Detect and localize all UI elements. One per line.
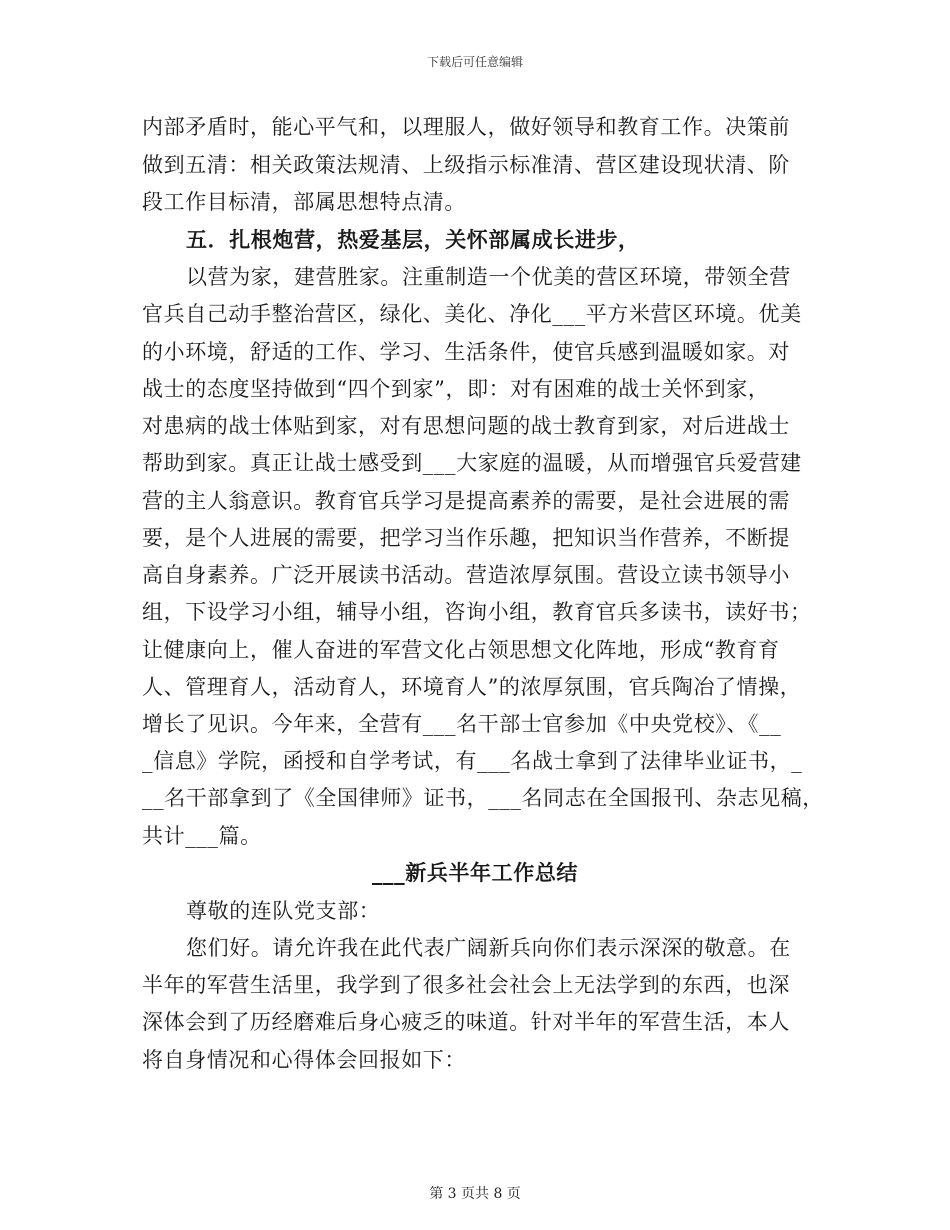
page-footer: 第 3 页共 8 页 xyxy=(429,1186,521,1202)
text-line: 共计___篇。 xyxy=(142,824,262,848)
text-line: 半年的军营生活里，我学到了很多社会社会上无法学到的东西，也深 xyxy=(142,973,790,997)
text-line: 您们好。请允许我在此代表广阔新兵向你们表示深深的敬意。在 xyxy=(186,936,791,960)
text-line: 要，是个人进展的需要，把学习当作乐趣，把知识当作营养，不断提 xyxy=(142,526,790,550)
text-line: 高自身素养。广泛开展读书活动。营造浓厚氛围。营设立读书领导小 xyxy=(142,563,790,587)
text-line: 对患病的战士体贴到家，对有思想问题的战士教育到家，对后进战士 xyxy=(142,414,790,438)
text-line: 做到五清：相关政策法规清、上级指示标准清、营区建设现状清、阶 xyxy=(142,153,790,177)
page-header: 下载后可任意编辑 xyxy=(426,55,523,69)
text-line: 将自身情况和心得体会回报如下： xyxy=(142,1048,466,1072)
text-line: 战士的态度坚持做到“四个到家”，即：对有困难的战士关怀到家， xyxy=(142,377,770,401)
document-title: ___新兵半年工作总结 xyxy=(371,860,579,885)
text-line: 官兵自己动手整治营区，绿化、美化、净化___平方米营区环境。优美 xyxy=(142,302,802,326)
text-line: __名干部拿到了《全国律师》证书，___名同志在全国报刊、杂志见稿， xyxy=(142,786,824,810)
salutation: 尊敬的连队党支部： xyxy=(186,899,381,923)
text-line: 增长了见识。今年来，全营有___名干部士官参加《中央党校》、《__ xyxy=(142,712,782,736)
text-line: 人、管理育人，活动育人，环境育人”的浓厚氛围，官兵陶冶了情操， xyxy=(142,675,802,699)
text-line: 营的主人翁意识。教育官兵学习是提高素养的需要，是社会进展的需 xyxy=(142,489,790,513)
section-heading: 五．扎根炮营，热爱基层，关怀部属成长进步， xyxy=(186,227,640,252)
text-line: 深体会到了历经磨难后身心疲乏的味道。针对半年的军营生活，本人 xyxy=(142,1010,790,1034)
text-line: 段工作目标清，部属思想特点清。 xyxy=(142,190,466,214)
text-line: _信息》学院，函授和自学考试，有___名战士拿到了法律毕业证书，_ xyxy=(142,749,803,773)
text-line: 帮助到家。真正让战士感受到___大家庭的温暖，从而增强官兵爱营建 xyxy=(142,451,802,475)
text-line: 让健康向上，催人奋进的军营文化占领思想文化阵地，形成“教育育 xyxy=(142,638,780,662)
text-line: 组，下设学习小组，辅导小组，咨询小组，教育官兵多读书，读好书； xyxy=(142,600,812,624)
text-line: 的小环境，舒适的工作、学习、生活条件，使官兵感到温暖如家。对 xyxy=(142,340,790,364)
text-line: 以营为家，建营胜家。注重制造一个优美的营区环境，带领全营 xyxy=(186,265,791,289)
text-line: 内部矛盾时，能心平气和，以理服人，做好领导和教育工作。决策前 xyxy=(142,115,790,139)
